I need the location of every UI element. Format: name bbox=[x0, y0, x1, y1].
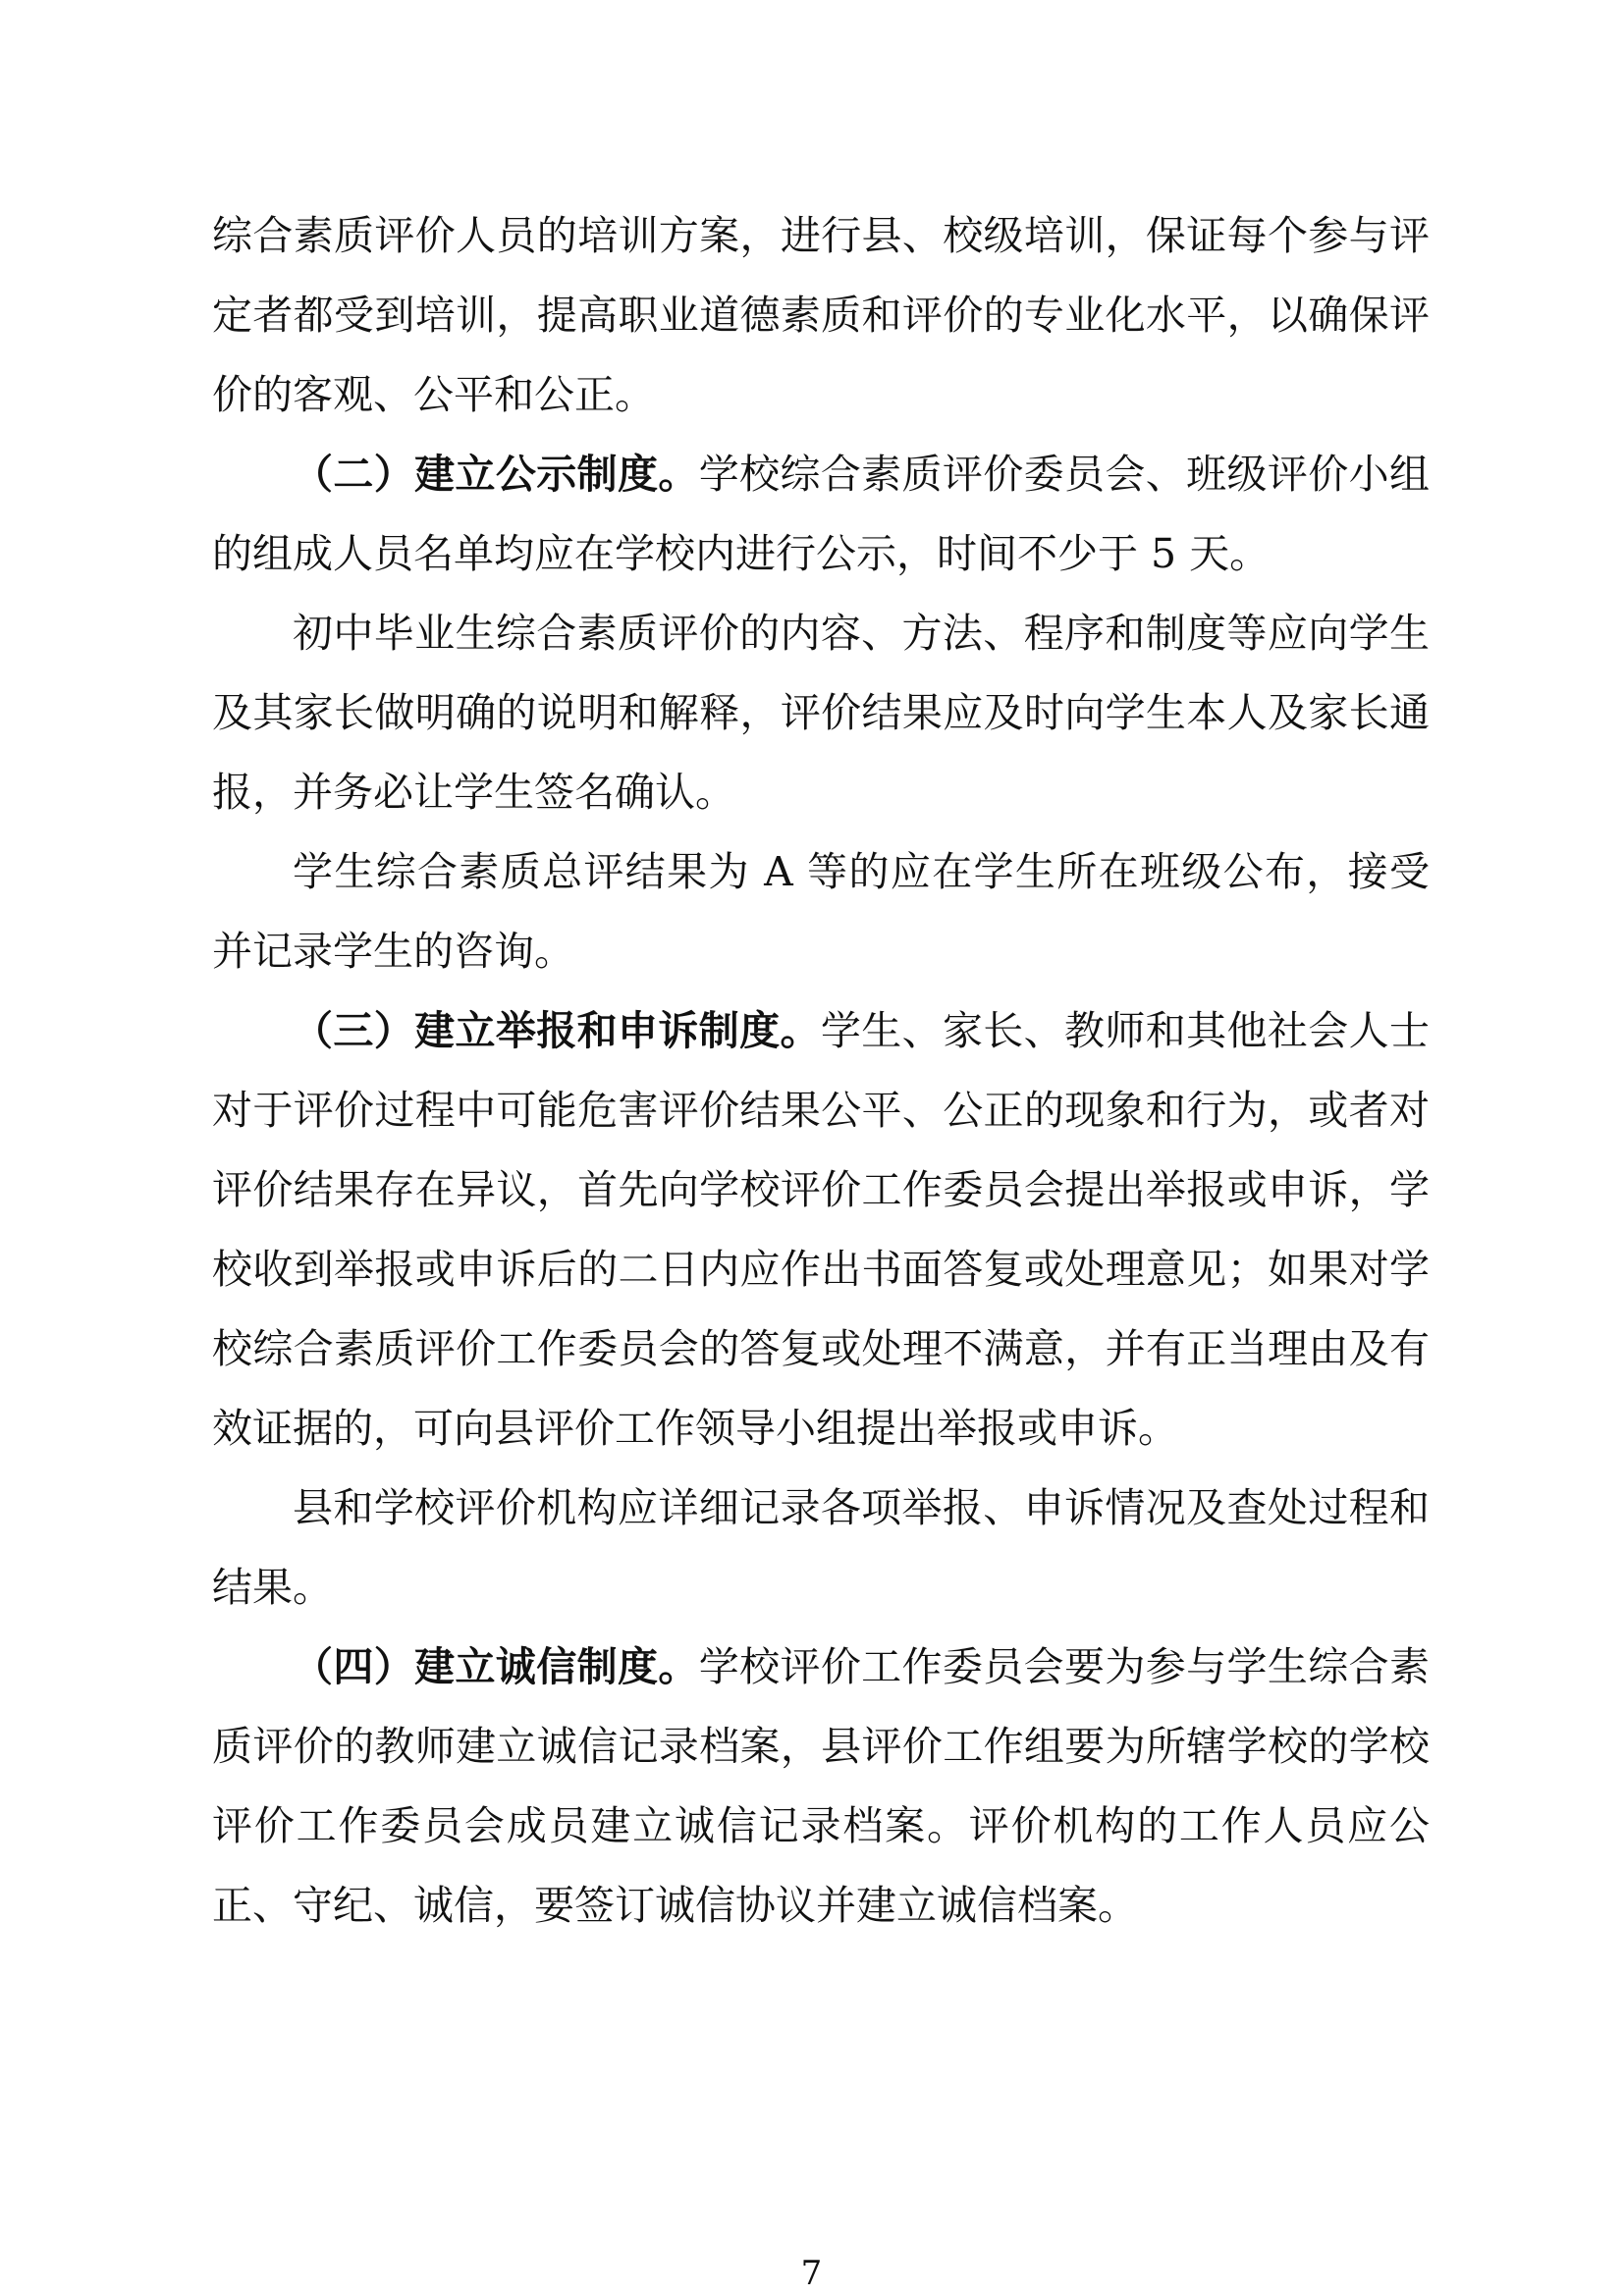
paragraph-5-text: 学生、家长、教师和其他社会人士对于评价过程中可能危害评价结果公平、公正的现象和行为，或者对评价结果存在异议，首先向学校评价工作委员会提出举报或申诉，学校收到举报或申诉后的二日内应作出书面答复或处理意见；如果对学校综合素质评价工作委员会的答复或处理不满意，并有正当理由及有效证据的，可向县评价工作领导小组提出举报或申诉。 bbox=[212, 1007, 1431, 1452]
paragraph-6 bbox=[212, 1468, 1430, 1628]
paragraph-4 bbox=[212, 832, 1430, 991]
paragraph-7-heading: （四）建立诚信制度。 bbox=[293, 1643, 699, 1690]
body-text bbox=[212, 196, 1430, 1946]
page-number: 7 bbox=[800, 2254, 823, 2293]
paragraph-2-text: 学校综合素质评价委员会、班级评价小组的组成人员名单均应在学校内进行公示，时间不少于 5 天。 bbox=[212, 451, 1430, 577]
paragraph-7 bbox=[212, 1628, 1430, 1946]
paragraph-1-text: 综合素质评价人员的培训方案，进行县、校级培训，保证每个参与评定者都受到培训，提高职业道德素质和评价的专业化水平，以确保评价的客观、公平和公正。 bbox=[212, 212, 1430, 418]
paragraph-5 bbox=[212, 991, 1430, 1468]
paragraph-6-text: 县和学校评价机构应详细记录各项举报、申诉情况及查处过程和结果。 bbox=[212, 1484, 1430, 1611]
paragraph-7-text: 学校评价工作委员会要为参与学生综合素质评价的教师建立诚信记录档案，县评价工作组要为所辖学校的学校评价工作委员会成员建立诚信记录档案。评价机构的工作人员应公正、守纪、诚信，要签订诚信协议并建立诚信档案。 bbox=[212, 1643, 1430, 1929]
paragraph-5-heading: （三）建立举报和申诉制度。 bbox=[293, 1007, 821, 1054]
paragraph-1 bbox=[212, 196, 1430, 435]
paragraph-2 bbox=[212, 435, 1430, 594]
paragraph-2-heading: （二）建立公示制度。 bbox=[293, 451, 699, 498]
paragraph-3 bbox=[212, 594, 1430, 832]
paragraph-3-text: 初中毕业生综合素质评价的内容、方法、程序和制度等应向学生及其家长做明确的说明和解释，评价结果应及时向学生本人及家长通报，并务必让学生签名确认。 bbox=[212, 610, 1430, 816]
paragraph-4-text: 学生综合素质总评结果为 A 等的应在学生所在班级公布，接受并记录学生的咨询。 bbox=[212, 848, 1430, 975]
